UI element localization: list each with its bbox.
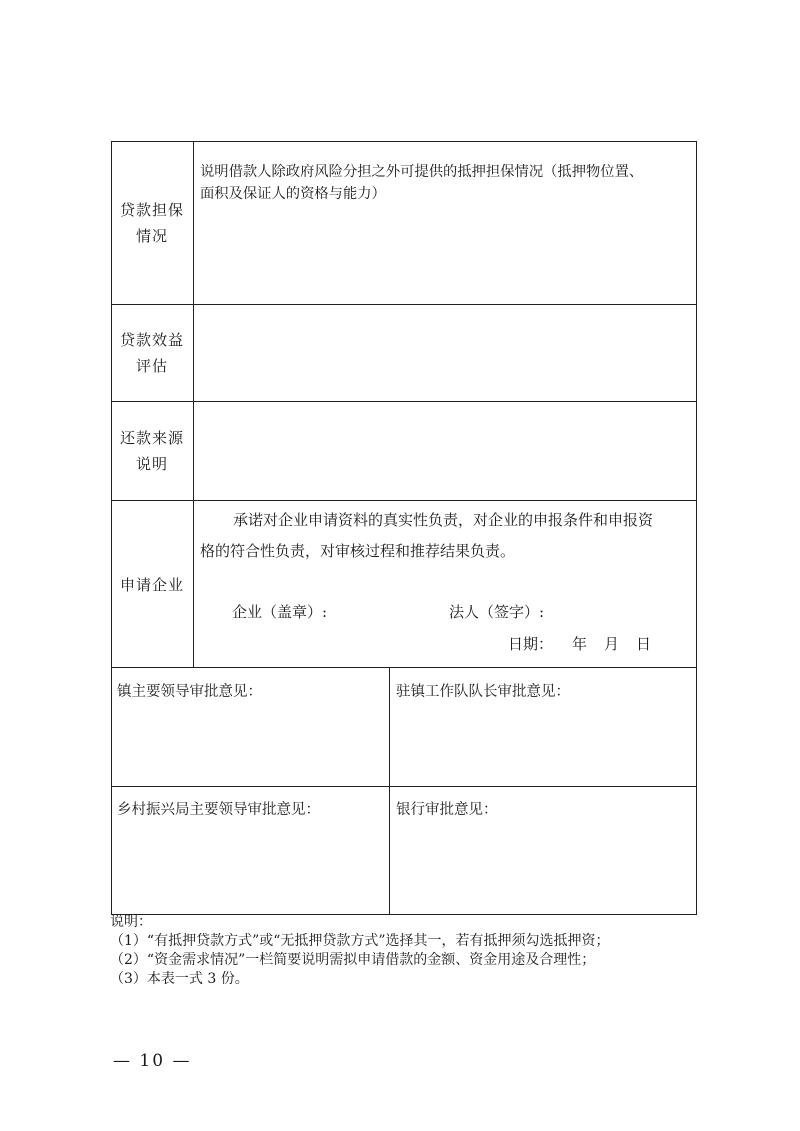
applicant-label: 申请企业 (119, 576, 184, 594)
guarantee-content-line2: 面积及保证人的资格与能力） (200, 186, 386, 202)
guarantee-label-line1: 贷款担保 (119, 201, 184, 219)
benefit-label-line2: 评估 (135, 357, 168, 375)
bank-approval-label: 银行审批意见： (396, 802, 498, 818)
team-leader-approval-label: 驻镇工作队队长审批意见： (396, 684, 570, 700)
legal-rep-sign-label: 法人（签字）: (449, 603, 545, 621)
benefit-input-area[interactable] (194, 305, 696, 401)
row-divider-5 (111, 786, 697, 787)
benefit-label (111, 327, 193, 379)
repayment-label-line2: 说明 (135, 455, 168, 473)
applicant-pledge-line1: 承诺对企业申请资料的真实性负责，对企业的申报条件和申报资 (233, 511, 654, 529)
date-month: 月 (604, 635, 620, 653)
town-leader-approval-area[interactable] (112, 708, 388, 785)
bureau-leader-approval-area[interactable] (112, 826, 388, 913)
date-year: 年 (572, 635, 588, 653)
row-divider-4 (111, 667, 697, 668)
notes-heading: 说明： (110, 914, 152, 930)
note-item-3: （3）本表一式 3 份。 (110, 971, 249, 987)
guarantee-content-line1: 说明借款人除政府风险分担之外可提供的抵押担保情况（抵押物位置、 (200, 164, 644, 180)
note-item-2: （2）“资金需求情况”一栏简要说明需拟申请借款的金额、资金用途及合理性； (110, 952, 596, 968)
bureau-leader-approval-label: 乡村振兴局主要领导审批意见： (117, 802, 320, 818)
town-leader-approval-label: 镇主要领导审批意见： (117, 684, 262, 700)
applicant-pledge-line2: 格的符合性负责，对审核过程和推荐结果负责。 (200, 542, 516, 560)
repayment-label (111, 425, 193, 477)
guarantee-label (111, 197, 193, 249)
company-seal-label: 企业（盖章）: (232, 603, 328, 621)
bank-approval-area[interactable] (390, 826, 695, 913)
date-day: 日 (636, 635, 652, 653)
team-leader-approval-area[interactable] (390, 708, 695, 785)
note-item-1: （1）“有抵押贷款方式”或“无抵押贷款方式”选择其一，若有抵押须勾选抵押资； (110, 933, 610, 949)
row-divider-3 (111, 500, 697, 501)
guarantee-label-line2: 情况 (135, 227, 168, 245)
repayment-input-area[interactable] (194, 402, 696, 500)
table-border-left (111, 141, 112, 915)
guarantee-input-area[interactable] (194, 210, 696, 304)
table-border-top (111, 141, 697, 142)
table-border-bottom (111, 914, 697, 915)
benefit-label-line1: 贷款效益 (119, 331, 184, 349)
table-border-right (696, 141, 697, 915)
date-label: 日期： (508, 635, 554, 653)
repayment-label-line1: 还款来源 (119, 429, 184, 447)
page-number: — 10 — (113, 1051, 192, 1071)
